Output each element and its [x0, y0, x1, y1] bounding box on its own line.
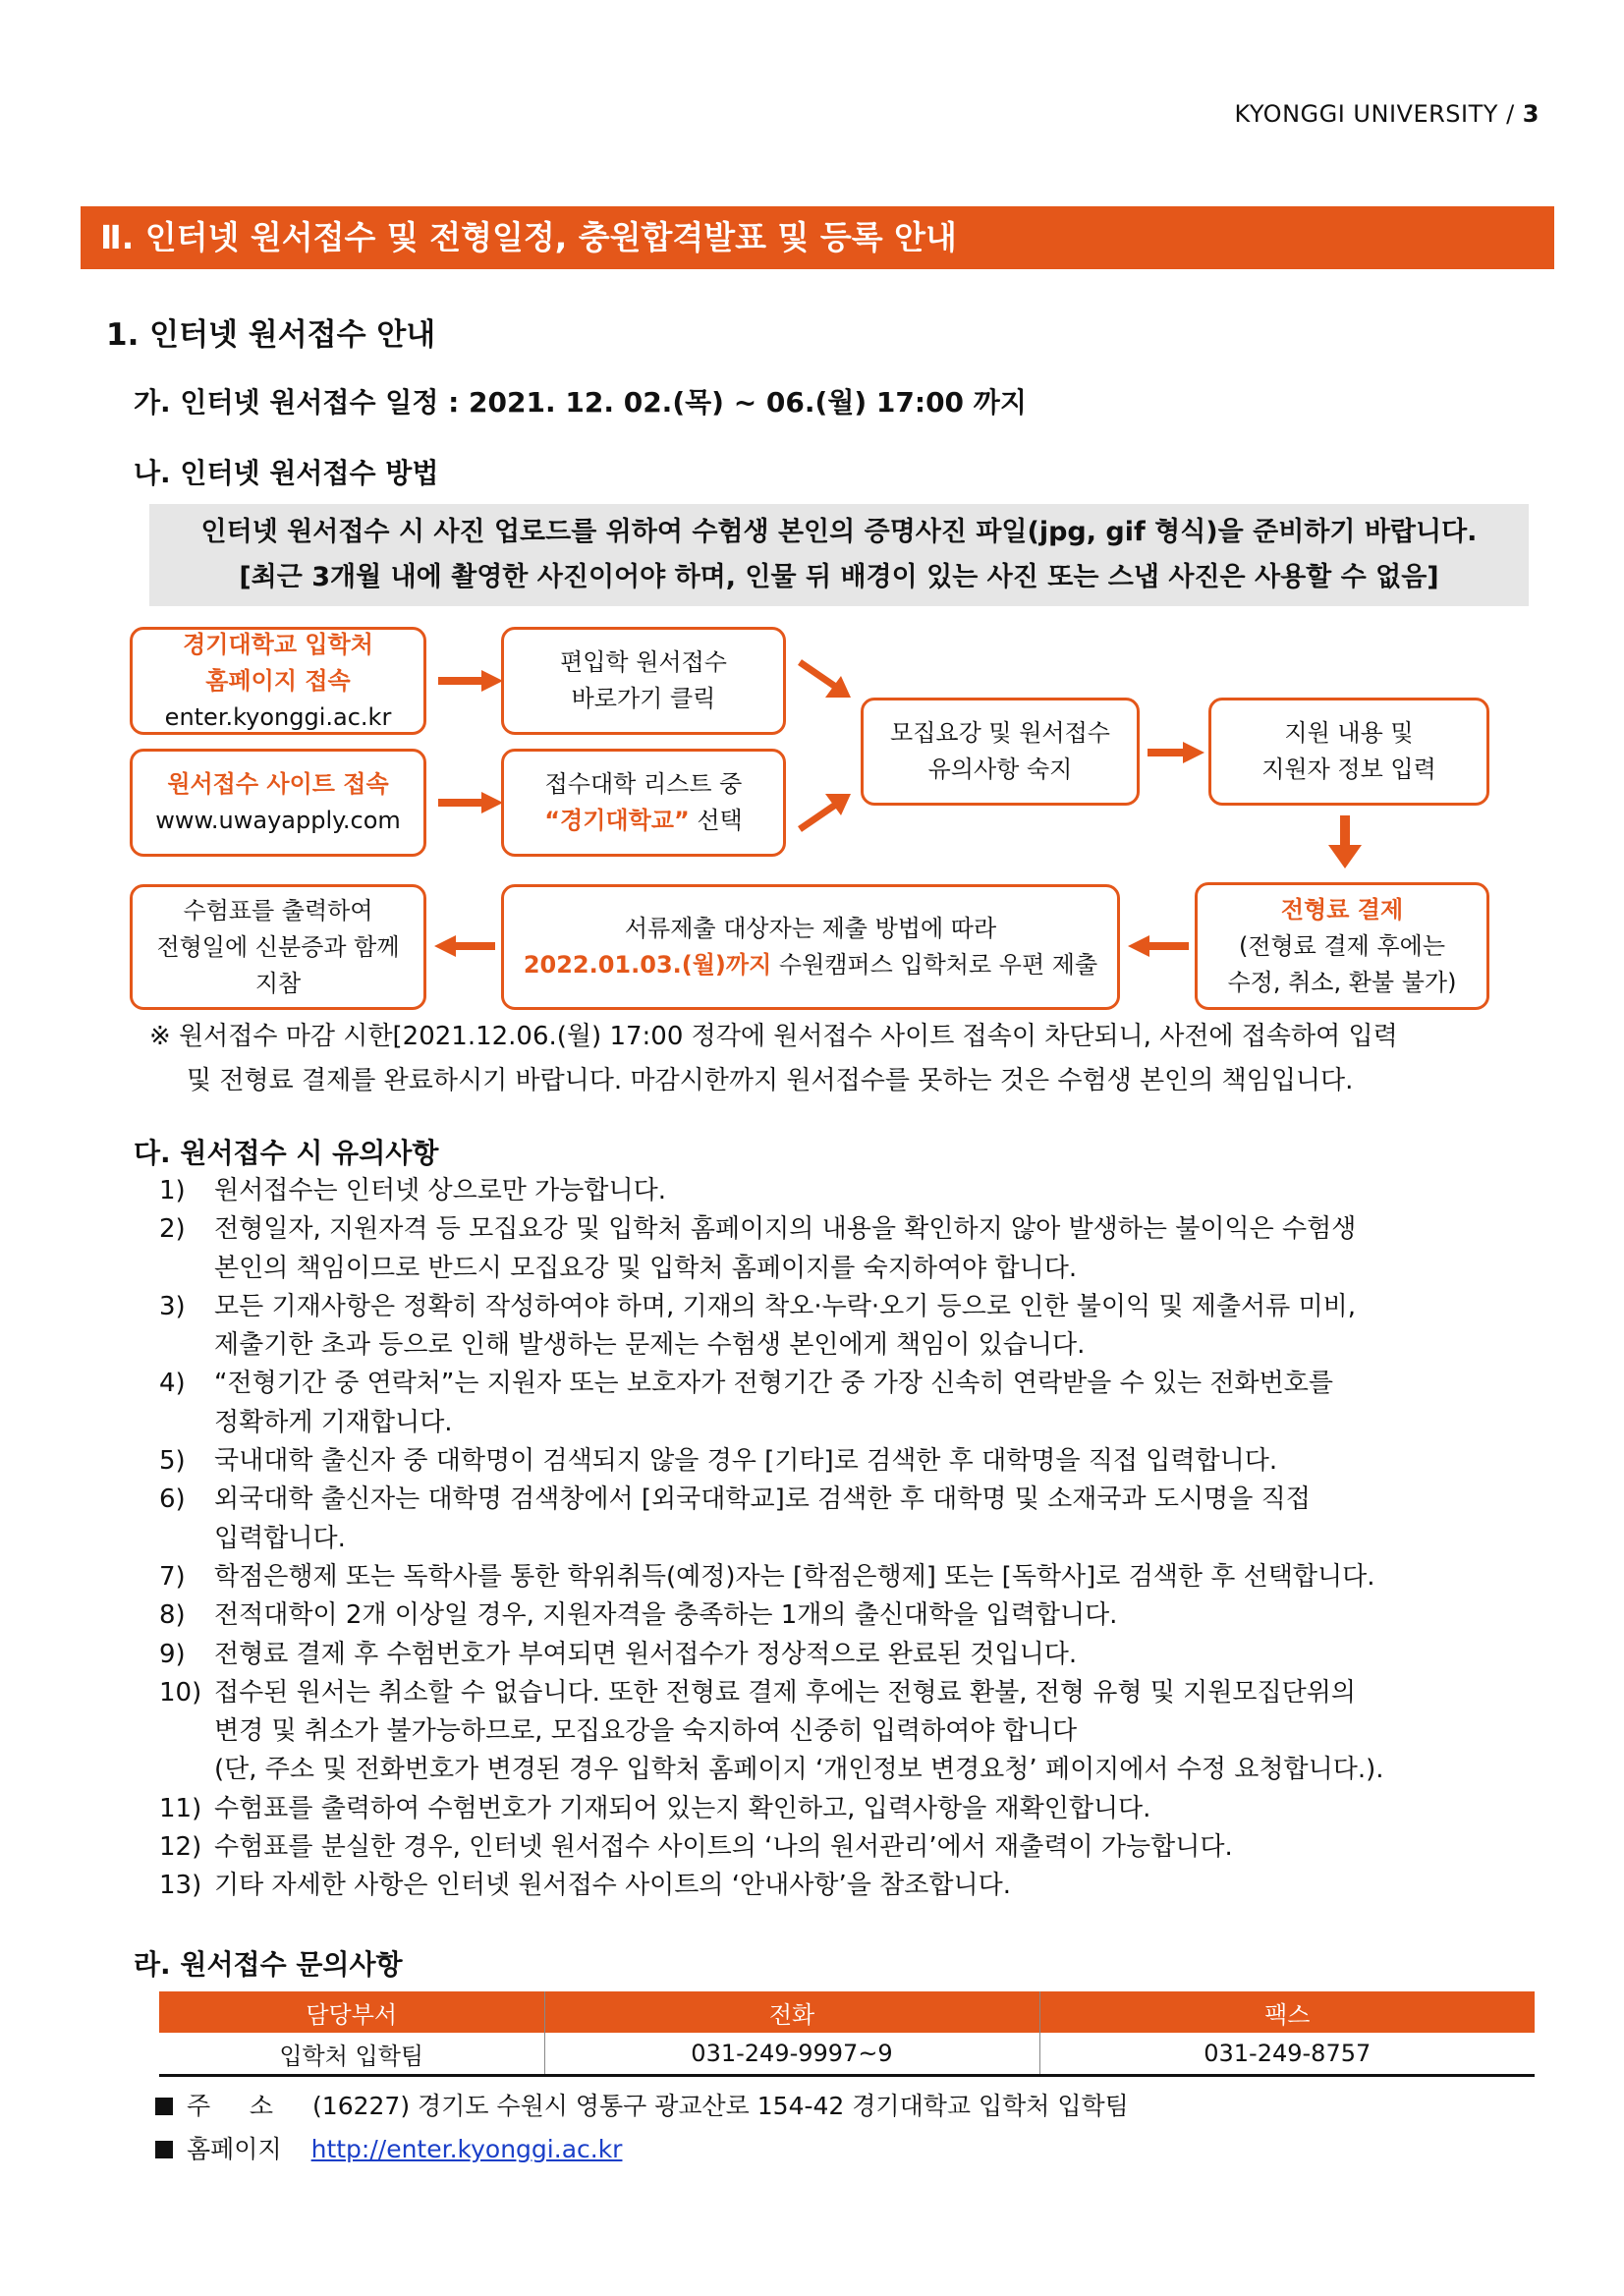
flow-homepage-line-2: 홈페이지 접속 — [205, 666, 351, 695]
list-item-text — [214, 1636, 1554, 1674]
list-item-number: 9) — [159, 1639, 186, 1669]
contact-table — [159, 1991, 1535, 2077]
list-item — [159, 1481, 1554, 1558]
list-item-line: 학점은행제 또는 독학사를 통한 학위취득(예정)자는 [학점은행제] 또는 [독학사]로 검색한 후 선택합니다. — [214, 1561, 1375, 1592]
list-item-text — [214, 1172, 1554, 1210]
photo-notice — [149, 504, 1529, 606]
list-item — [159, 1674, 1554, 1790]
list-item-line: 접수된 원서는 취소할 수 없습니다. 또한 전형료 결제 후에는 전형료 환불, 전형 유형 및 지원모집단위의 — [214, 1677, 1356, 1708]
contact-department: 입학처 입학팀 — [159, 2033, 544, 2076]
flow-documents-line-1: 서류제출 대상자는 제출 방법에 따라 — [624, 915, 997, 942]
list-item-number: 12) — [159, 1832, 202, 1863]
list-item-line: 제출기한 초과 등으로 인해 발생하는 문제는 수험생 본인에게 책임이 있습니다. — [214, 1330, 1086, 1361]
section-title: Ⅱ. 인터넷 원서접수 및 전형일정, 충원합격발표 및 등록 안내 — [81, 206, 1554, 269]
address-label: 주 소 — [187, 2092, 274, 2120]
flow-print-line-3: 지참 — [254, 969, 302, 997]
list-item-number: 5) — [159, 1446, 186, 1477]
homepage-label: 홈페이지 — [187, 2135, 282, 2163]
list-item-line: 전형료 결제 후 수험번호가 부여되면 원서접수가 정상적으로 완료된 것입니다. — [214, 1639, 1078, 1669]
flow-print — [130, 884, 426, 1010]
arrow-right-icon — [1148, 742, 1204, 763]
list-item-line: 모든 기재사항은 정확히 작성하여야 하며, 기재의 착오·누락·오기 등으로 인한 불이익 및 제출서류 미비, — [214, 1291, 1356, 1321]
flow-documents-deadline: 2022.01.03.(월)까지 — [523, 951, 772, 979]
list-item-text — [214, 1596, 1554, 1635]
list-item-line: 국내대학 출신자 중 대학명이 검색되지 않을 경우 [기타]로 검색한 후 대학명을 직접 입력합니다. — [214, 1446, 1278, 1477]
list-item-text — [214, 1288, 1554, 1366]
inquiry-heading: 라. 원서접수 문의사항 — [134, 1948, 403, 1981]
contact-header-fax: 팩스 — [1039, 1991, 1535, 2033]
list-item-text — [214, 1790, 1554, 1828]
list-item — [159, 1790, 1554, 1828]
list-item-line: “전형기간 중 연락처”는 지원자 또는 보호자가 전형기간 중 가장 신속히 연락받을 수 있는 전화번호를 — [214, 1369, 1334, 1399]
list-item-text — [214, 1867, 1554, 1905]
list-item-text — [214, 1558, 1554, 1596]
list-item — [159, 1828, 1554, 1867]
table-row — [159, 2033, 1535, 2076]
page-header — [1234, 100, 1540, 128]
application-schedule: 가. 인터넷 원서접수 일정 : 2021. 12. 02.(목) ~ 06.(월) 17:00 까지 — [134, 386, 1027, 419]
list-item-line: 수험표를 출력하여 수험번호가 기재되어 있는지 확인하고, 입력사항을 재확인합니다. — [214, 1793, 1151, 1823]
deadline-note-line-1: ※ 원서접수 마감 시한[2021.12.06.(월) 17:00 정각에 원서접수 사이트 접속이 차단되니, 사전에 접속하여 입력 — [149, 1022, 1398, 1051]
arrow-left-icon — [434, 935, 495, 957]
application-method-heading: 나. 인터넷 원서접수 방법 — [134, 457, 439, 489]
list-item-line: 변경 및 취소가 불가능하므로, 모집요강을 숙지하여 신중히 입력하여야 합니다 — [214, 1716, 1078, 1747]
list-item-number: 4) — [159, 1369, 186, 1399]
list-item-line: 기타 자세한 사항은 인터넷 원서접수 사이트의 ‘안내사항’을 참조합니다. — [214, 1871, 1012, 1901]
list-item-line: (단, 주소 및 전화번호가 변경된 경우 입학처 홈페이지 ‘개인정보 변경요청’ 페이지에서 수정 요청합니다.). — [214, 1755, 1384, 1785]
list-item-text — [214, 1442, 1554, 1481]
flow-print-line-2: 전형일에 신분증과 함께 — [156, 932, 400, 961]
list-item-number: 1) — [159, 1176, 186, 1205]
square-bullet-icon — [155, 2141, 173, 2158]
arrow-right-icon — [438, 792, 503, 813]
list-item-line: 전적대학이 2개 이상일 경우, 지원자격을 충족하는 1개의 출신대학을 입력합니다. — [214, 1600, 1118, 1631]
flow-shortcut — [501, 627, 786, 735]
cautions-heading: 다. 원서접수 시 유의사항 — [134, 1137, 439, 1169]
list-item-line: 전형일자, 지원자격 등 모집요강 및 입학처 홈페이지의 내용을 확인하지 않아 발생하는 불이익은 수험생 — [214, 1214, 1357, 1245]
flow-school-name: “경기대학교” — [544, 807, 690, 834]
flow-school-list-rest: 선택 — [689, 807, 743, 834]
flow-input-line-2: 지원자 정보 입력 — [1261, 756, 1436, 783]
list-item — [159, 1210, 1554, 1288]
cautions-list — [159, 1172, 1554, 1906]
list-item — [159, 1172, 1554, 1210]
photo-notice-line-1: 인터넷 원서접수 시 사진 업로드를 위하여 수험생 본인의 증명사진 파일(jpg, gif 형식)을 준비하기 바랍니다. — [200, 517, 1478, 547]
list-item — [159, 1636, 1554, 1674]
list-item-number: 8) — [159, 1600, 186, 1631]
flow-shortcut-line-1: 편입학 원서접수 — [560, 648, 727, 676]
list-item-number: 6) — [159, 1484, 186, 1515]
list-item — [159, 1288, 1554, 1366]
list-item-number: 13) — [159, 1871, 202, 1901]
list-item-line: 입력합니다. — [214, 1523, 346, 1553]
list-item — [159, 1558, 1554, 1596]
list-item — [159, 1442, 1554, 1481]
arrow-right-icon — [438, 670, 503, 692]
address-text: (16227) 경기도 수원시 영통구 광교산로 154-42 경기대학교 입학처 입학팀 — [312, 2092, 1129, 2120]
list-item-line: 수험표를 분실한 경우, 인터넷 원서접수 사이트의 ‘나의 원서관리’에서 재출력이 가능합니다. — [214, 1832, 1233, 1863]
list-item — [159, 1365, 1554, 1442]
arrow-down-icon — [1328, 815, 1362, 868]
arrow-diagonal-down-icon — [796, 656, 855, 705]
contact-header-department: 담당부서 — [159, 1991, 544, 2033]
square-bullet-icon — [155, 2098, 173, 2115]
flow-payment-line-1: 전형료 결제 — [1280, 895, 1404, 924]
flow-guidelines-line-1: 모집요강 및 원서접수 — [890, 719, 1110, 747]
list-item-text — [214, 1481, 1554, 1558]
contact-fax: 031-249-8757 — [1039, 2033, 1535, 2076]
flow-homepage-url: enter.kyonggi.ac.kr — [164, 702, 392, 731]
university-name: KYONGGI UNIVERSITY — [1234, 100, 1498, 128]
flow-payment-line-3: 수정, 취소, 환불 불가) — [1227, 968, 1457, 996]
header-separator: / — [1506, 100, 1515, 128]
photo-notice-line-2: [최근 3개월 내에 촬영한 사진이어야 하며, 인물 뒤 배경이 있는 사진 또는 스냅 사진은 사용할 수 없음] — [239, 562, 1439, 592]
flow-documents-rest: 수원캠퍼스 입학처로 우편 제출 — [771, 951, 1098, 979]
deadline-note — [149, 1015, 1544, 1103]
list-item-text — [214, 1674, 1554, 1790]
flow-shortcut-line-2: 바로가기 클릭 — [571, 685, 716, 712]
homepage-link[interactable]: http://enter.kyonggi.ac.kr — [310, 2135, 623, 2163]
flow-guidelines-line-2: 유의사항 숙지 — [927, 756, 1073, 783]
list-item-number: 7) — [159, 1561, 186, 1592]
list-item-text — [214, 1828, 1554, 1867]
flow-school-list-line-1: 접수대학 리스트 중 — [544, 770, 743, 798]
contact-phone: 031-249-9997~9 — [544, 2033, 1039, 2076]
list-item-line: 본인의 책임이므로 반드시 모집요강 및 입학처 홈페이지를 숙지하여야 합니다. — [214, 1253, 1078, 1283]
footer-address — [155, 2087, 1129, 2122]
list-item-number: 10) — [159, 1677, 202, 1708]
list-item-line: 원서접수는 인터넷 상으로만 가능합니다. — [214, 1176, 667, 1205]
list-item-number: 11) — [159, 1793, 202, 1823]
list-item-number: 2) — [159, 1214, 186, 1245]
flow-documents — [501, 884, 1120, 1010]
flow-payment — [1195, 882, 1489, 1010]
list-item-line: 외국대학 출신자는 대학명 검색창에서 [외국대학교]로 검색한 후 대학명 및 소재국과 도시명을 직접 — [214, 1484, 1311, 1515]
flow-input — [1208, 698, 1489, 806]
list-item-text — [214, 1365, 1554, 1442]
flow-guidelines — [861, 698, 1140, 806]
list-item — [159, 1596, 1554, 1635]
contact-header-phone: 전화 — [544, 1991, 1039, 2033]
flow-homepage — [130, 627, 426, 735]
subsection-title: 1. 인터넷 원서접수 안내 — [106, 317, 436, 353]
deadline-note-line-2: 및 전형료 결제를 완료하시기 바랍니다. 마감시한까지 원서접수를 못하는 것은 수험생 본인의 책임입니다. — [187, 1066, 1354, 1095]
flow-apply-site — [130, 749, 426, 857]
list-item-text — [214, 1210, 1554, 1288]
arrow-left-icon — [1128, 935, 1189, 957]
flow-payment-line-2: (전형료 결제 후에는 — [1238, 931, 1446, 960]
arrow-diagonal-up-icon — [796, 786, 855, 835]
flow-input-line-1: 지원 내용 및 — [1284, 719, 1414, 747]
flow-school-list — [501, 749, 786, 857]
flow-homepage-line-1: 경기대학교 입학처 — [183, 630, 373, 658]
list-item-line: 정확하게 기재합니다. — [214, 1407, 453, 1437]
footer-homepage — [155, 2130, 622, 2165]
list-item-number: 3) — [159, 1291, 186, 1321]
page-number: 3 — [1522, 100, 1540, 128]
flow-print-line-1: 수험표를 출력하여 — [183, 896, 373, 924]
flow-apply-site-url: www.uwayapply.com — [155, 807, 401, 834]
flow-apply-site-line-1: 원서접수 사이트 접속 — [167, 770, 389, 798]
list-item — [159, 1867, 1554, 1905]
